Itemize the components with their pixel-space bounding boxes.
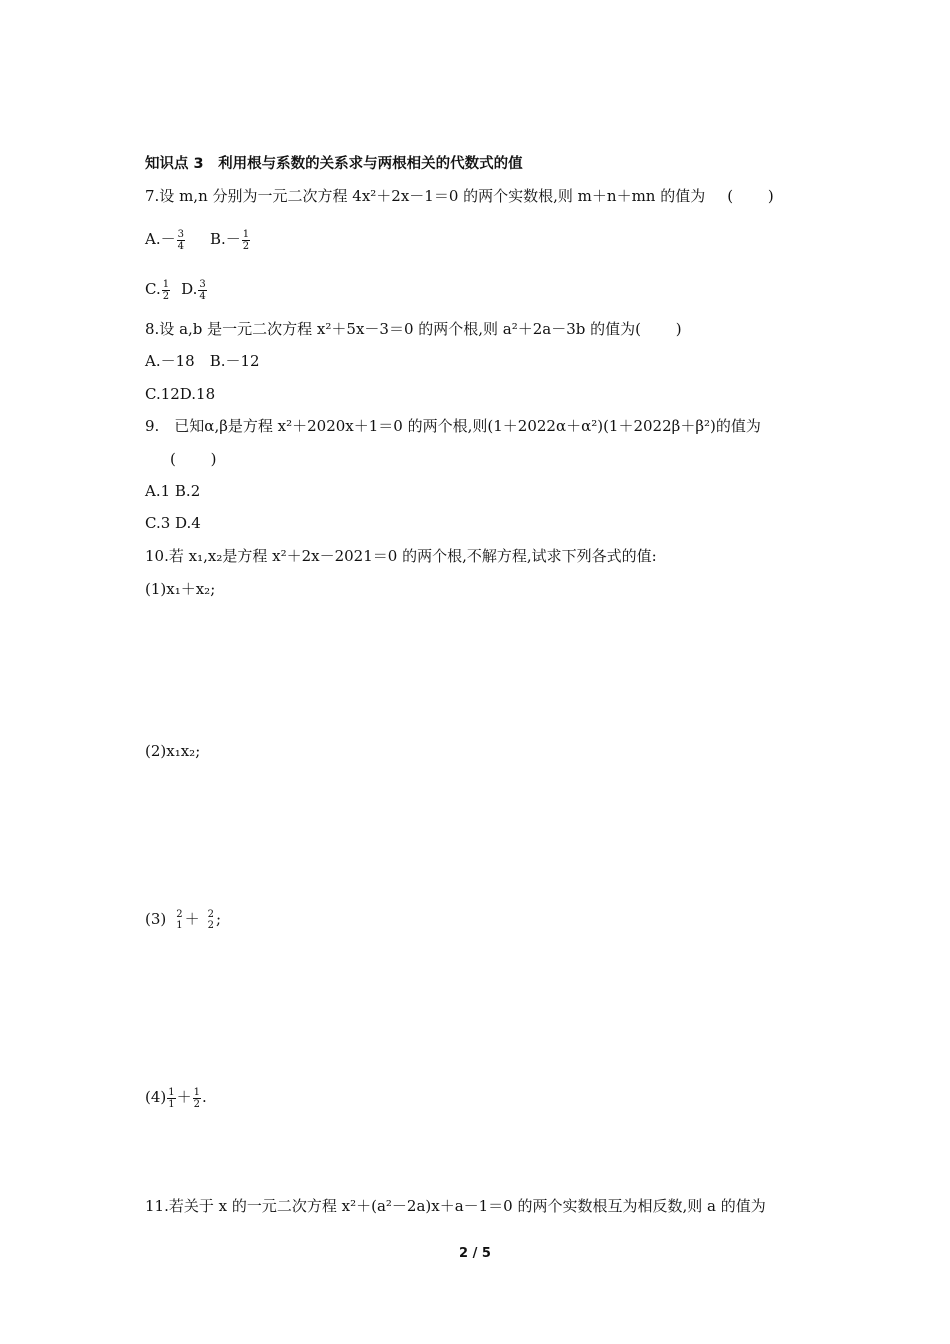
semicolon: ;	[216, 910, 222, 928]
fraction-numerator: 2	[207, 909, 215, 920]
fraction-numerator: 3	[177, 228, 184, 240]
option-a-label: A.－	[145, 230, 176, 248]
question-7-options-cd	[145, 278, 208, 302]
part-label: (3)	[145, 910, 167, 928]
part-4-term-1	[167, 1087, 175, 1110]
option-d-label: D.	[181, 280, 198, 298]
plus-sign: ＋	[184, 910, 200, 928]
part-3-term-2	[207, 909, 215, 931]
question-7-stem	[145, 185, 774, 207]
plus-sign: ＋	[176, 1088, 192, 1106]
fraction-numerator: 2	[176, 909, 183, 920]
question-9-stem: 9. 已知α,β是方程 x²＋2020x＋1＝0 的两个根,则(1＋2022α＋α²)(1＋2022β＋β²)的值为	[145, 417, 761, 435]
fraction-denominator: 2	[193, 1098, 201, 1110]
question-8-stem: 8.设 a,b 是一元二次方程 x²＋5x－3＝0 的两个根,则 a²＋2a－3b 的值为( )	[145, 320, 682, 338]
question-10-part-2: (2)x₁x₂;	[145, 742, 201, 760]
fraction-numerator: 1	[168, 1086, 175, 1098]
section-heading: 知识点 3 利用根与系数的关系求与两根相关的代数式的值	[145, 156, 523, 172]
page-number: 2 / 5	[459, 1246, 491, 1261]
question-7-text: 7.设 m,n 分别为一元二次方程 4x²＋2x－1＝0 的两个实数根,则 m＋n＋mn 的值为	[145, 187, 706, 205]
fraction-denominator: 1	[168, 1098, 175, 1110]
fraction-denominator: 4	[199, 290, 206, 302]
part-label: (4)	[145, 1088, 167, 1106]
fraction-numerator: 1	[162, 278, 170, 290]
fraction-denominator: 2	[207, 920, 215, 931]
option-b-fraction	[242, 229, 250, 252]
fraction-numerator: 1	[242, 228, 250, 240]
option-c-label: C.	[145, 280, 161, 298]
question-9-options-cd: C.3 D.4	[145, 514, 201, 532]
fraction-denominator: 2	[162, 290, 170, 302]
option-d-fraction	[198, 279, 206, 302]
question-8-options-ab: A.－18 B.－12	[145, 352, 260, 370]
answer-bracket: ( )	[727, 187, 774, 205]
option-c-fraction	[162, 279, 170, 302]
question-7-options-ab	[145, 228, 251, 252]
question-8-options-cd: C.12D.18	[145, 385, 216, 403]
question-9-options-ab: A.1 B.2	[145, 482, 201, 500]
option-b-label: B.－	[209, 230, 241, 248]
fraction-numerator: 3	[199, 278, 206, 290]
part-4-term-2	[193, 1087, 201, 1110]
fraction-numerator: 1	[193, 1086, 201, 1098]
period: .	[202, 1088, 207, 1106]
fraction-denominator: 2	[242, 240, 250, 252]
question-10-part-4	[145, 1086, 207, 1110]
option-a-fraction	[177, 229, 185, 252]
question-9-bracket: ( )	[170, 450, 217, 468]
fraction-denominator: 1	[176, 920, 183, 931]
question-10-part-3	[145, 908, 221, 931]
question-10-stem: 10.若 x₁,x₂是方程 x²＋2x－2021＝0 的两个根,不解方程,试求下列各式的值:	[145, 547, 657, 565]
question-11-stem: 11.若关于 x 的一元二次方程 x²＋(a²－2a)x＋a－1＝0 的两个实数根互为相反数,则 a 的值为	[145, 1197, 766, 1215]
fraction-denominator: 4	[177, 240, 184, 252]
part-3-term-1	[175, 909, 183, 931]
question-10-part-1: (1)x₁＋x₂;	[145, 580, 216, 598]
